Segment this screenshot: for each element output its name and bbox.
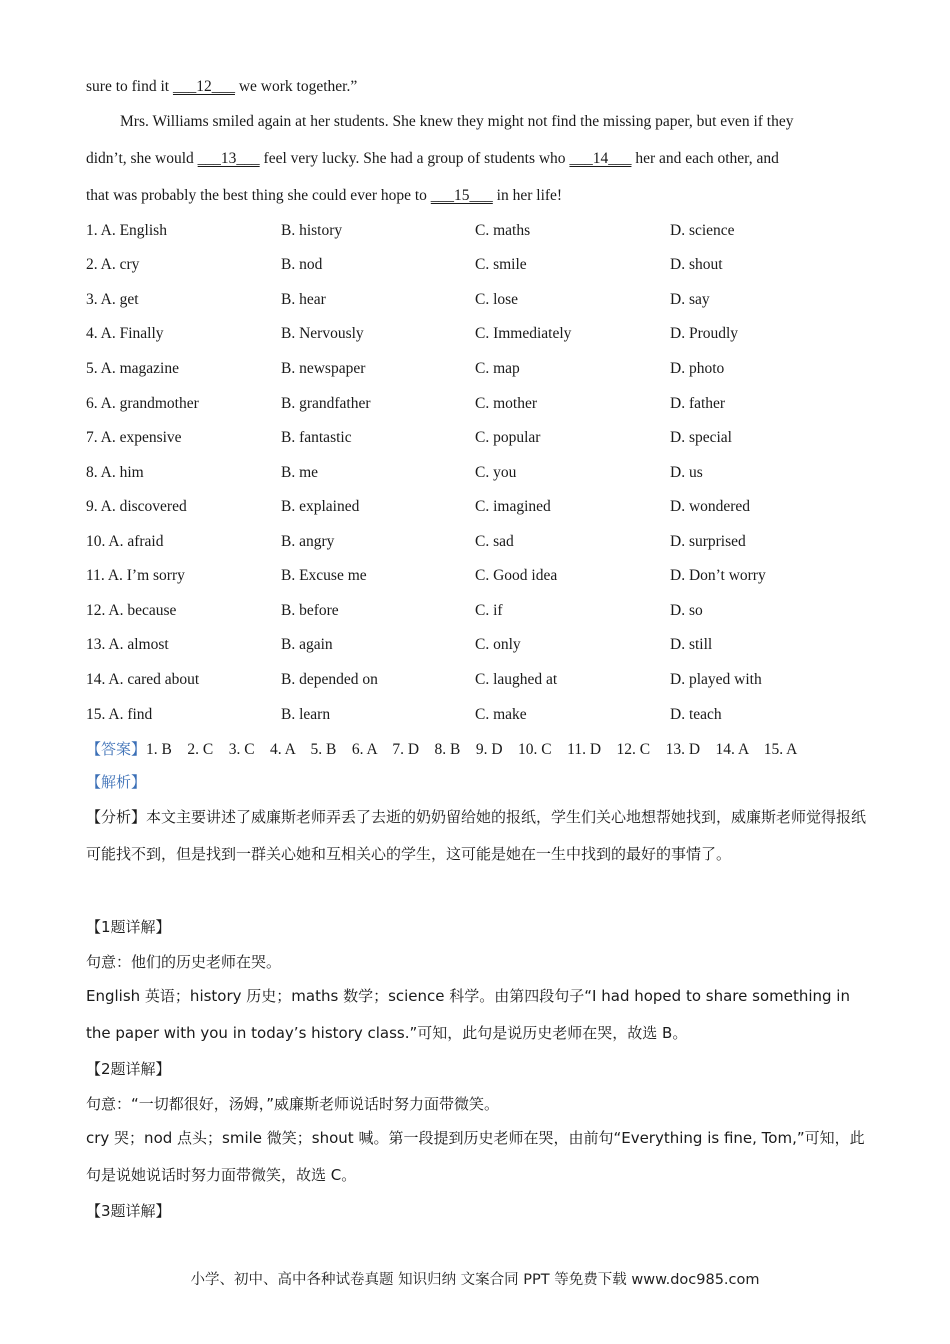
- option-a: 7. A. expensive: [86, 429, 182, 446]
- option-a: 3. A. get: [86, 291, 139, 308]
- option-a: 12. A. because: [86, 602, 177, 619]
- option-b: B. again: [281, 636, 333, 653]
- option-d: D. science: [670, 222, 735, 239]
- option-a: 4. A. Finally: [86, 325, 164, 342]
- option-d: D. special: [670, 429, 732, 446]
- option-c: C. lose: [475, 291, 519, 308]
- q3-heading: 【3题详解】: [86, 1202, 171, 1220]
- option-d: D. father: [670, 395, 726, 412]
- option-b: B. fantastic: [281, 429, 352, 446]
- option-d: D. us: [670, 464, 703, 481]
- passage-text: that was probably the best thing she could ever hope to: [86, 187, 431, 204]
- option-b: B. learn: [281, 706, 331, 723]
- option-a: 10. A. afraid: [86, 533, 164, 550]
- blank-15: ___15___: [430, 187, 493, 204]
- q2-sentence: 句意：“一切都很好，汤姆，”威廉斯老师说话时努力面带微笑。: [86, 1095, 500, 1113]
- option-a: 1. A. English: [86, 222, 167, 239]
- option-d: D. shout: [670, 256, 723, 273]
- q1-heading: 【1题详解】: [86, 918, 171, 936]
- option-d: D. Proudly: [670, 325, 739, 342]
- option-row: [86, 463, 886, 485]
- option-d: D. say: [670, 291, 710, 308]
- option-c: C. Immediately: [475, 325, 572, 342]
- blank-12: ___12___: [172, 78, 235, 95]
- passage-line-3: [86, 149, 779, 169]
- option-row: [86, 359, 886, 381]
- passage-text: her and each other, and: [631, 150, 779, 167]
- q2-explanation: cry 哭；nod 点头；smile 微笑；shout 喊。第一段提到历史老师在哭，由前句“Everything is fine, Tom,”可知，此句是说她说话时努力面带微笑，故选 C。: [86, 1129, 865, 1184]
- passage-text: in her life!: [492, 187, 563, 204]
- option-b: B. hear: [281, 291, 326, 308]
- analysis-tag: 【解析】: [86, 773, 147, 791]
- q2-heading: 【2题详解】: [86, 1060, 171, 1078]
- option-d: D. Don’t worry: [670, 567, 766, 584]
- option-c: C. make: [475, 706, 527, 723]
- passage-text: sure to find it: [86, 78, 173, 95]
- option-a: 8. A. him: [86, 464, 144, 481]
- option-b: B. newspaper: [281, 360, 366, 377]
- option-b: B. explained: [281, 498, 360, 515]
- option-a: 14. A. cared about: [86, 671, 200, 688]
- option-row: [86, 670, 886, 692]
- option-row: [86, 428, 886, 450]
- option-b: B. grandfather: [281, 395, 371, 412]
- option-b: B. nod: [281, 256, 323, 273]
- option-a: 2. A. cry: [86, 256, 140, 273]
- option-d: D. wondered: [670, 498, 751, 515]
- option-row: [86, 532, 886, 554]
- option-c: C. sad: [475, 533, 514, 550]
- q1-sentence: 句意：他们的历史老师在哭。: [86, 953, 282, 971]
- option-c: C. Good idea: [475, 567, 558, 584]
- option-b: B. Excuse me: [281, 567, 367, 584]
- page-footer: 小学、初中、高中各种试卷真题 知识归纳 文案合同 PPT 等免费下载 www.doc985.com: [190, 1272, 760, 1288]
- option-d: D. teach: [670, 706, 722, 723]
- option-d: D. photo: [670, 360, 725, 377]
- option-c: C. popular: [475, 429, 541, 446]
- blank-13: ___13___: [197, 150, 260, 167]
- option-row: [86, 324, 886, 346]
- answer-line: [86, 738, 797, 759]
- answer-key: 1. B 2. C 3. C 4. A 5. B 6. A 7. D 8. B 9. D 10. C 11. D 12. C 13. D 14. A 15. A: [146, 741, 798, 758]
- answer-tag: 【答案】: [86, 740, 147, 758]
- option-row: [86, 601, 886, 623]
- option-d: D. played with: [670, 671, 762, 688]
- option-d: D. surprised: [670, 533, 746, 550]
- passage-line-1: [86, 77, 357, 97]
- option-a: 5. A. magazine: [86, 360, 179, 377]
- option-a: 9. A. discovered: [86, 498, 187, 515]
- option-row: [86, 290, 886, 312]
- option-b: B. history: [281, 222, 343, 239]
- analysis-summary: 【分析】本文主要讲述了威廉斯老师弄丢了去逝的奶奶留给她的报纸，学生们关心地想帮她找到，威廉斯老师觉得报纸可能找不到，但是找到一群关心她和互相关心的学生，这可能是她在一生中找到的最好的事情了。: [86, 808, 867, 863]
- passage-line-4: [86, 186, 562, 206]
- passage-text: feel very lucky. She had a group of students who: [259, 150, 570, 167]
- option-b: B. before: [281, 602, 339, 619]
- option-a: 6. A. grandmother: [86, 395, 199, 412]
- option-b: B. angry: [281, 533, 335, 550]
- option-a: 13. A. almost: [86, 636, 169, 653]
- option-row: [86, 497, 886, 519]
- option-d: D. so: [670, 602, 703, 619]
- option-c: C. if: [475, 602, 503, 619]
- option-a: 15. A. find: [86, 706, 153, 723]
- q1-explanation: English 英语；history 历史；maths 数学；science 科学。由第四段句子“I had hoped to share something in the paper with you in today’s history class.”可知，此句是说历史老师在哭，故选 B。: [86, 987, 850, 1042]
- option-row: [86, 394, 886, 416]
- option-c: C. only: [475, 636, 521, 653]
- option-row: [86, 255, 886, 277]
- option-row: [86, 705, 886, 727]
- option-c: C. mother: [475, 395, 537, 412]
- option-row: [86, 221, 886, 243]
- blank-14: ___14___: [569, 150, 632, 167]
- option-c: C. smile: [475, 256, 527, 273]
- option-c: C. imagined: [475, 498, 551, 515]
- passage-text: we work together.”: [234, 78, 358, 95]
- option-c: C. you: [475, 464, 517, 481]
- option-b: B. depended on: [281, 671, 378, 688]
- passage-line-2: Mrs. Williams smiled again at her students. She knew they might not find the missing paper, but even if they: [120, 113, 794, 130]
- passage-text: didn’t, she would: [86, 150, 198, 167]
- option-c: C. map: [475, 360, 520, 377]
- option-b: B. me: [281, 464, 319, 481]
- option-c: C. laughed at: [475, 671, 558, 688]
- option-row: [86, 566, 886, 588]
- option-c: C. maths: [475, 222, 531, 239]
- option-a: 11. A. I’m sorry: [86, 567, 185, 584]
- option-row: [86, 635, 886, 657]
- option-d: D. still: [670, 636, 713, 653]
- option-b: B. Nervously: [281, 325, 364, 342]
